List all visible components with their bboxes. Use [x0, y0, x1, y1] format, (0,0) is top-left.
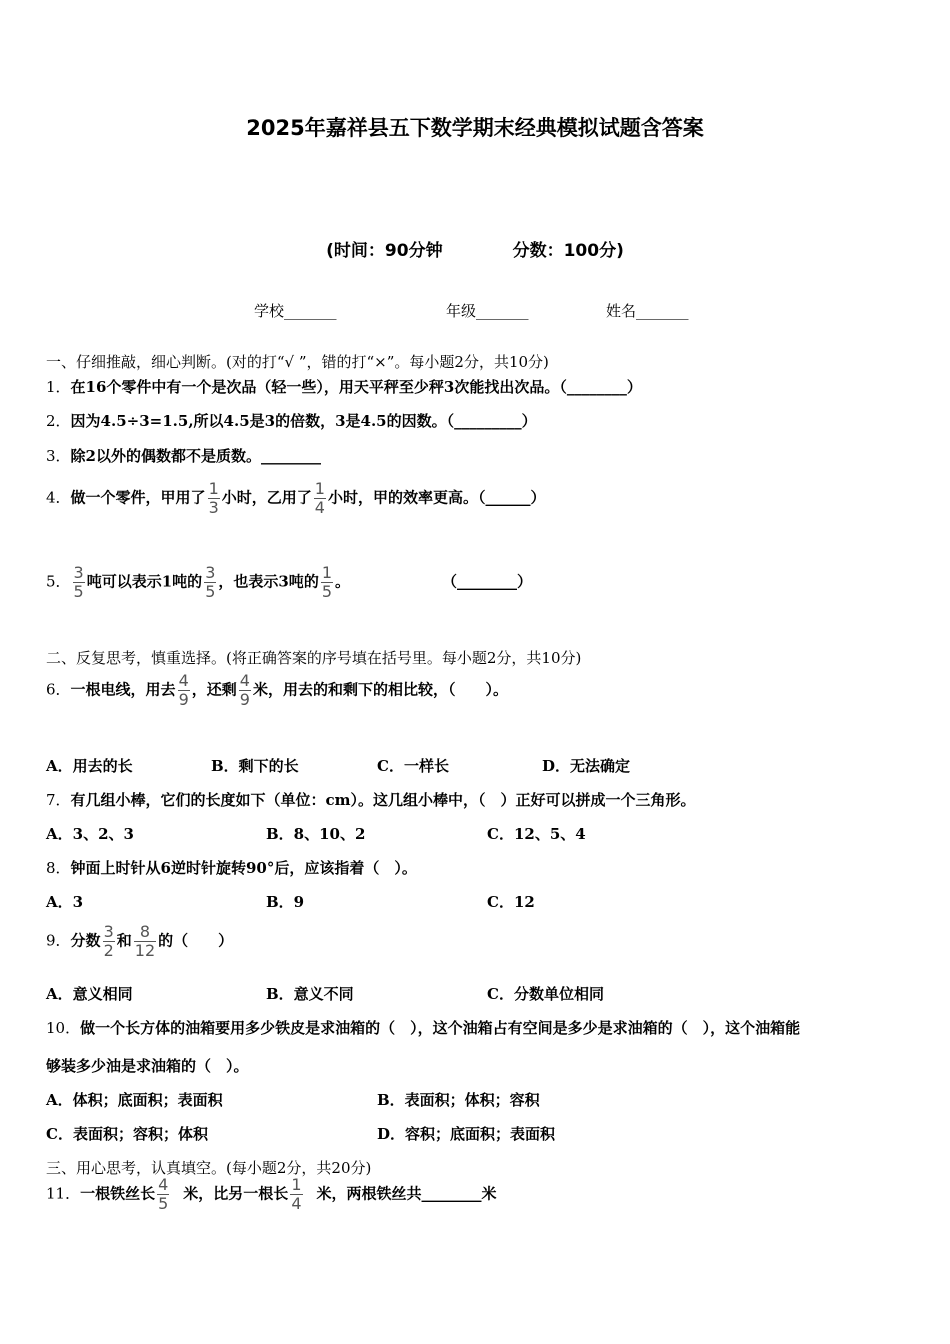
section-1-heading: 一、仔细推敲，细心判断。(对的打“√ ”，错的打“×”。每小题2分，共10分)	[46, 353, 549, 371]
fraction: $\frac{4}{5}$	[158, 1175, 169, 1213]
option-b[interactable]: B．剩下的长	[211, 757, 299, 775]
answer-blank[interactable]: （________）	[442, 572, 533, 591]
fraction: $\frac{4}{9}$	[239, 671, 250, 709]
grade-field[interactable]: 年级_______	[446, 302, 529, 320]
fraction: $\frac{3}{5}$	[73, 563, 84, 601]
question-number: 4．	[46, 488, 71, 507]
option-a[interactable]: A．体积；底面积；表面积	[46, 1091, 223, 1109]
fraction: $\frac{1}{5}$	[321, 563, 333, 601]
section-3-heading: 三、用心思考，认真填空。(每小题2分，共20分)	[46, 1159, 372, 1177]
question-text: 因为4.5÷3=1.5,所以4.5是3的倍数，3是4.5的因数。（_________）	[70, 412, 537, 430]
question-text: 做一个长方体的油箱要用多少铁皮是求油箱的（ ），这个油箱占有空间是多少是求油箱的（ ），这个油箱能	[80, 1019, 801, 1037]
question-2	[46, 410, 537, 431]
question-number: 5．	[46, 572, 71, 591]
page-title: 2025年嘉祥县五下数学期末经典模拟试题含答案	[246, 116, 704, 140]
question-1	[46, 376, 642, 397]
option-c[interactable]: C．表面积；容积；体积	[46, 1125, 208, 1143]
option-b[interactable]: B．表面积；体积；容积	[377, 1091, 540, 1109]
exam-meta	[0, 236, 950, 261]
question-4: 4．做一个零件，甲用了 $\frac{1}{3}$ 小时，乙用了 $\frac{1}{4}$ 小时，甲的效率更高。（______）	[46, 479, 546, 517]
option-a[interactable]: A．意义相同	[46, 985, 133, 1003]
school-field[interactable]: 学校_______	[254, 302, 337, 320]
fraction: $\frac{3}{5}$	[205, 563, 216, 601]
question-11: 11．一根铁丝长 $\frac{4}{5}$ 米，比另一根长 $\frac{1}{4}$ 米，两根铁丝共________米	[46, 1175, 497, 1213]
option-a[interactable]: A．3、2、3	[46, 825, 134, 843]
question-number: 10．	[46, 1019, 81, 1037]
question-number: 3．	[46, 447, 71, 465]
fraction: $\frac{3}{2}$	[103, 922, 114, 960]
question-7	[46, 789, 696, 810]
question-text: 钟面上时针从6逆时针旋转90°后，应该指着（ ）。	[70, 859, 417, 877]
option-b[interactable]: B．9	[266, 893, 305, 911]
option-c[interactable]: C．一样长	[377, 757, 449, 775]
section-2-heading: 二、反复思考，慎重选择。(将正确答案的序号填在括号里。每小题2分，共10分)	[46, 649, 582, 667]
option-c[interactable]: C．分数单位相同	[487, 985, 604, 1003]
option-c[interactable]: C．12	[487, 893, 535, 911]
question-number: 1．	[46, 378, 71, 396]
option-d[interactable]: D．容积；底面积；表面积	[377, 1125, 556, 1143]
question-10-continued: 够装多少油是求油箱的（ ）。	[46, 1057, 249, 1075]
question-text: 除2以外的偶数都不是质数。________	[70, 447, 321, 465]
question-number: 9．	[46, 931, 71, 950]
option-b[interactable]: B．意义不同	[266, 985, 354, 1003]
question-5: 5． $\frac{3}{5}$ 吨可以表示1吨的 $\frac{3}{5}$ ，也表示3吨的 $\frac{1}{5}$ 。 （________）	[46, 563, 533, 601]
fraction: $\frac{4}{9}$	[178, 671, 189, 709]
question-3	[46, 445, 321, 466]
question-number: 8．	[46, 859, 71, 877]
option-a[interactable]: A．3	[46, 893, 84, 911]
question-number: 2．	[46, 412, 71, 430]
fraction: $\frac{1}{4}$	[291, 1175, 302, 1213]
fraction: $\frac{8}{12}$	[134, 922, 156, 960]
question-text: 有几组小棒，它们的长度如下（单位：cm）。这几组小棒中，（ ）正好可以拼成一个三角形。	[70, 791, 696, 809]
option-d[interactable]: D．无法确定	[542, 757, 631, 775]
question-number: 7．	[46, 791, 71, 809]
exam-score: 分数：100分)	[512, 241, 624, 261]
question-number: 6．	[46, 680, 71, 699]
fraction: $\frac{1}{3}$	[208, 479, 219, 517]
option-c[interactable]: C．12、5、4	[487, 825, 586, 843]
question-number: 11．	[46, 1184, 81, 1203]
option-a[interactable]: A．用去的长	[46, 757, 133, 775]
question-text: 在16个零件中有一个是次品（轻一些），用天平秤至少秤3次能找出次品。（________）	[70, 378, 642, 396]
fraction: $\frac{1}{4}$	[314, 479, 325, 517]
question-10	[46, 1017, 800, 1038]
question-6: 6．一根电线，用去 $\frac{4}{9}$ ，还剩 $\frac{4}{9}$ 米，用去的和剩下的相比较，（ ）。	[46, 671, 508, 709]
exam-time: (时间：90分钟	[326, 241, 443, 261]
question-9: 9．分数 $\frac{3}{2}$ 和 $\frac{8}{12}$ 的（ ）	[46, 922, 234, 960]
name-field[interactable]: 姓名_______	[606, 302, 689, 320]
question-8	[46, 857, 417, 878]
option-b[interactable]: B．8、10、2	[266, 825, 366, 843]
